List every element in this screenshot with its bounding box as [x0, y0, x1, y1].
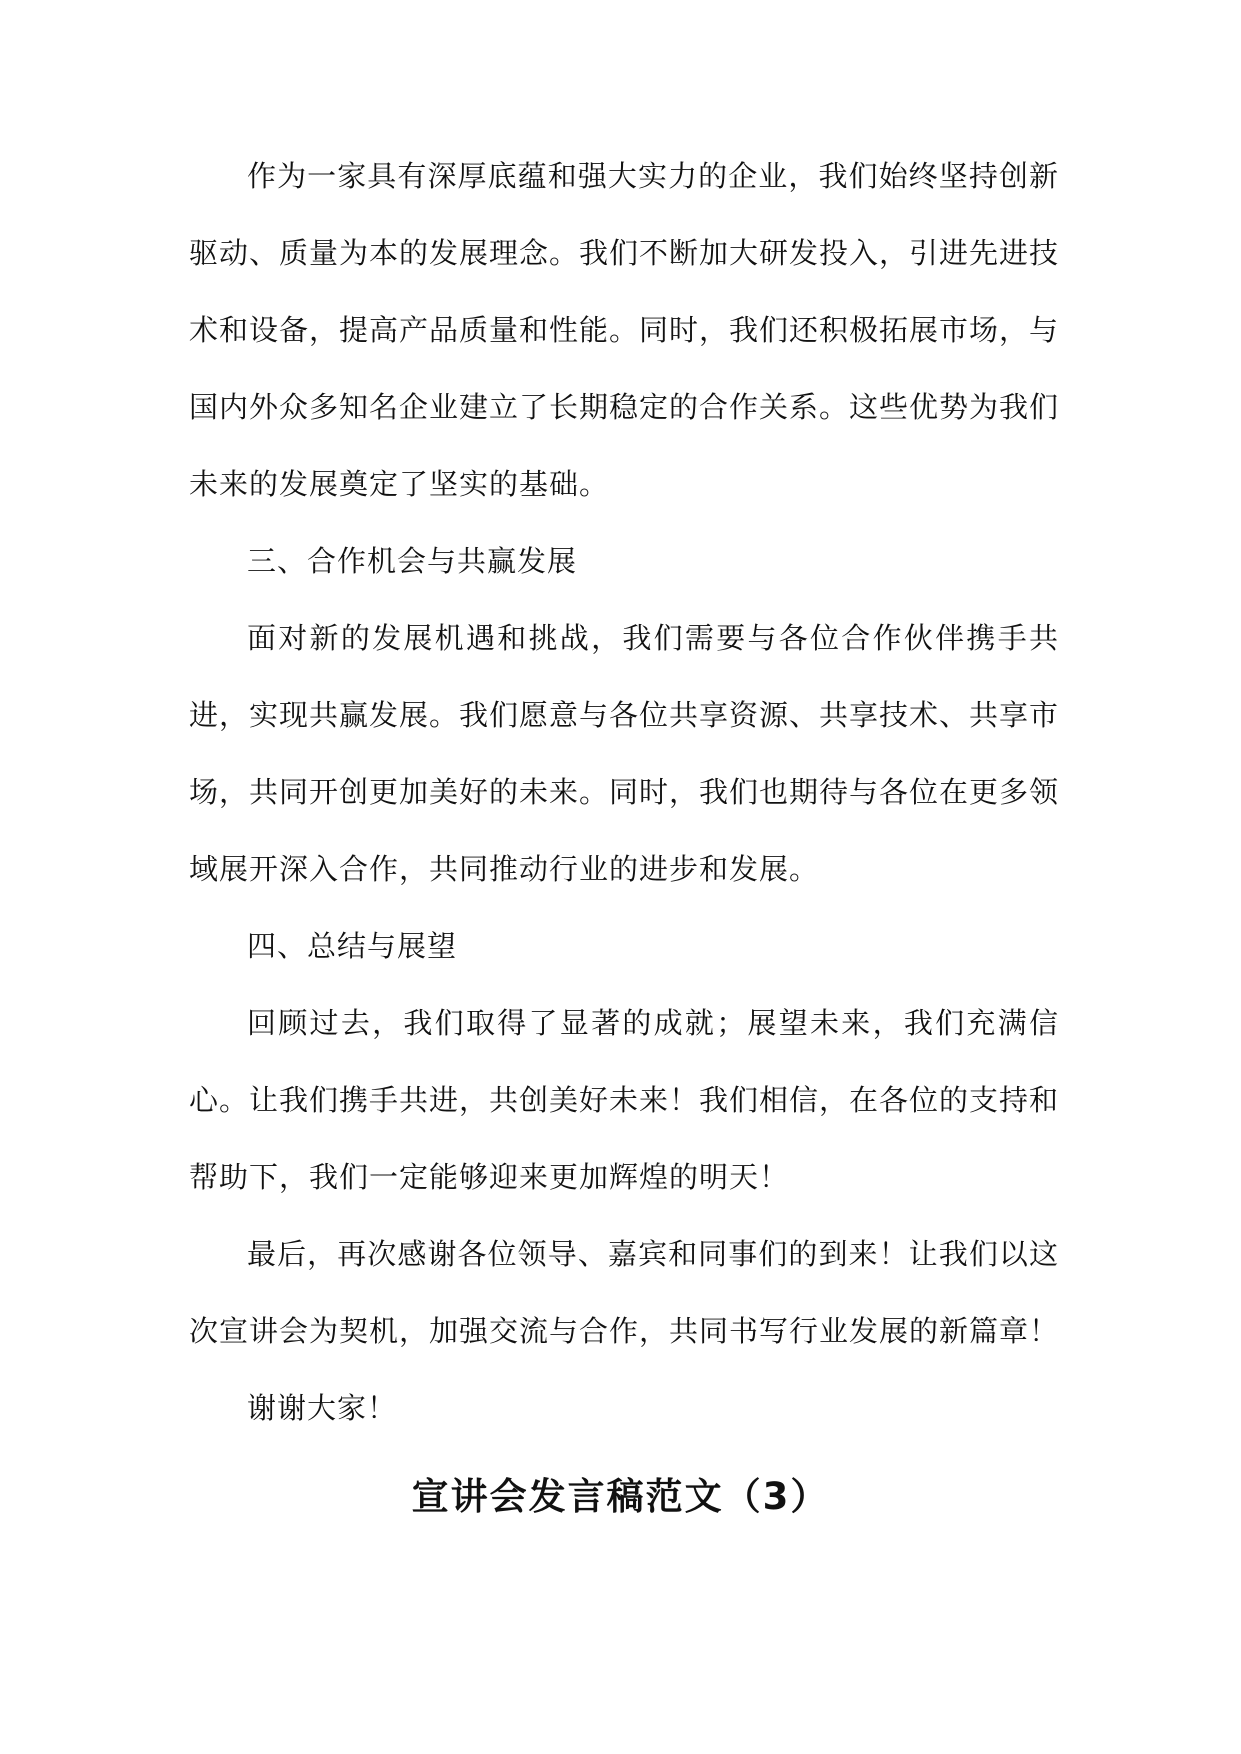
document-body — [189, 138, 1059, 1447]
paragraph-company-strengths: 作为一家具有深厚底蕴和强大实力的企业，我们始终坚持创新驱动、质量为本的发展理念。我们不断加大研发投入，引进先进技术和设备，提高产品质量和性能。同时，我们还积极拓展市场，与国内外众多知名企业建立了长期稳定的合作关系。这些优势为我们未来的发展奠定了坚实的基础。 — [189, 159, 1060, 501]
paragraph-summary: 回顾过去，我们取得了显著的成就；展望未来，我们充满信心。让我们携手共进，共创美好未来！我们相信，在各位的支持和帮助下，我们一定能够迎来更加辉煌的明天！ — [189, 1006, 1060, 1194]
paragraph-cooperation: 面对新的发展机遇和挑战，我们需要与各位合作伙伴携手共进，实现共赢发展。我们愿意与各位共享资源、共享技术、共享市场，共同开创更加美好的未来。同时，我们也期待与各位在更多领域展开深入合作，共同推动行业的进步和发展。 — [189, 621, 1060, 886]
paragraph-closing: 谢谢大家！ — [247, 1391, 398, 1425]
next-article-title: 宣讲会发言稿范文（3） — [411, 1475, 830, 1518]
section-heading-cooperation: 三、合作机会与共赢发展 — [247, 544, 578, 578]
paragraph-thanks: 最后，再次感谢各位领导、嘉宾和同事们的到来！让我们以这次宣讲会为契机，加强交流与合作，共同书写行业发展的新篇章！ — [189, 1237, 1060, 1348]
section-heading-summary: 四、总结与展望 — [247, 929, 458, 963]
